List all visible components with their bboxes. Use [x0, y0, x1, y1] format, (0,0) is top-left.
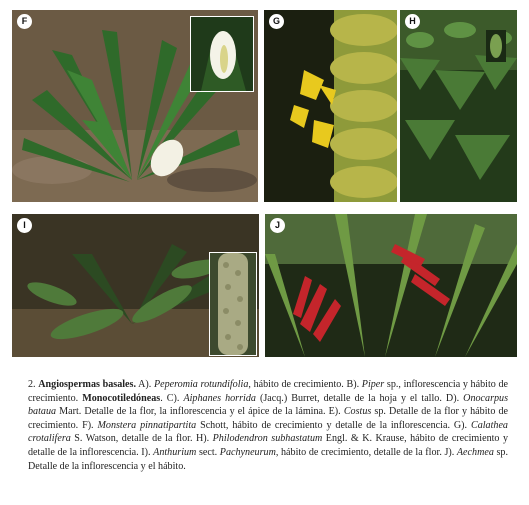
- caption-species: Pachyneurum: [219, 446, 276, 458]
- caption-text: Engl. & K. Krause, hábito de crecimiento y detalle de la inflorescencia. I).: [28, 433, 509, 458]
- caption-text: . C).: [160, 392, 184, 404]
- caption-species: Piper: [361, 379, 385, 390]
- caption-species: Aiphanes horrida: [183, 392, 256, 404]
- photo-philodendron-habit: [400, 10, 517, 202]
- photo-aechmea-inflorescence: [265, 214, 517, 357]
- photo-spathe-detail: [191, 17, 253, 91]
- caption-heading-monocots: Monocotiledóneas: [82, 392, 161, 404]
- caption-species: Peperomia rotundifolia: [153, 379, 249, 390]
- photo-panel-g: [264, 10, 397, 202]
- inset-inflorescence-f: [190, 16, 254, 92]
- caption-text: sect.: [196, 446, 220, 458]
- photo-spadix-detail: [210, 253, 256, 355]
- inset-spadix-i: [209, 252, 257, 356]
- caption-text: sp. Detalle de la inflorescencia y el hábito.: [28, 446, 509, 472]
- photo-calathea-flower: [264, 10, 397, 202]
- panel-label-i: I: [17, 218, 32, 233]
- caption-text: , hábito de crecimiento. B).: [248, 379, 362, 390]
- caption-text: (Jacq.) Burret, detalle de la hoja y el tallo. D).: [255, 392, 464, 404]
- caption-species: Onocarpus bataua: [28, 392, 509, 418]
- caption-text: A).: [135, 379, 154, 390]
- caption-heading-basal-angiosperms: Angiospermas basales.: [38, 379, 136, 390]
- caption-text: sp., inflorescencia y hábito de crecimiento.: [28, 379, 508, 404]
- panel-label-j: J: [270, 218, 285, 233]
- caption-species: Aechmea: [456, 446, 494, 458]
- caption-species: Philodendron subhastatum: [212, 433, 323, 445]
- figure-caption: [28, 378, 508, 473]
- caption-text: Schott, hábito de crecimiento y detalle de la inflorescencia. G).: [196, 419, 471, 431]
- caption-species: Costus: [343, 406, 372, 418]
- panel-label-f: F: [17, 14, 32, 29]
- panel-label-g: G: [269, 14, 284, 29]
- photo-panel-i: [12, 214, 259, 357]
- caption-species: Anthurium: [153, 446, 197, 458]
- caption-figure-number: 2.: [28, 379, 39, 390]
- panel-label-h: H: [405, 14, 420, 29]
- caption-text: Mart. Detalle de la flor, la inflorescencia y el ápice de la lámina. E).: [56, 406, 344, 418]
- photo-panel-h: [400, 10, 517, 202]
- caption-species: Calathea crotalifera: [28, 419, 508, 445]
- caption-text: , hábito de crecimiento, detalle de la flor. J).: [275, 446, 457, 458]
- caption-text: S. Watson, detalle de la flor. H).: [70, 433, 213, 445]
- photo-panel-f: [12, 10, 258, 202]
- photo-panel-j: [265, 214, 517, 357]
- caption-species: Monstera pinnatipartita: [97, 419, 197, 431]
- caption-text: sp. Detalle de la flor y hábito de crecimiento. F).: [28, 406, 508, 431]
